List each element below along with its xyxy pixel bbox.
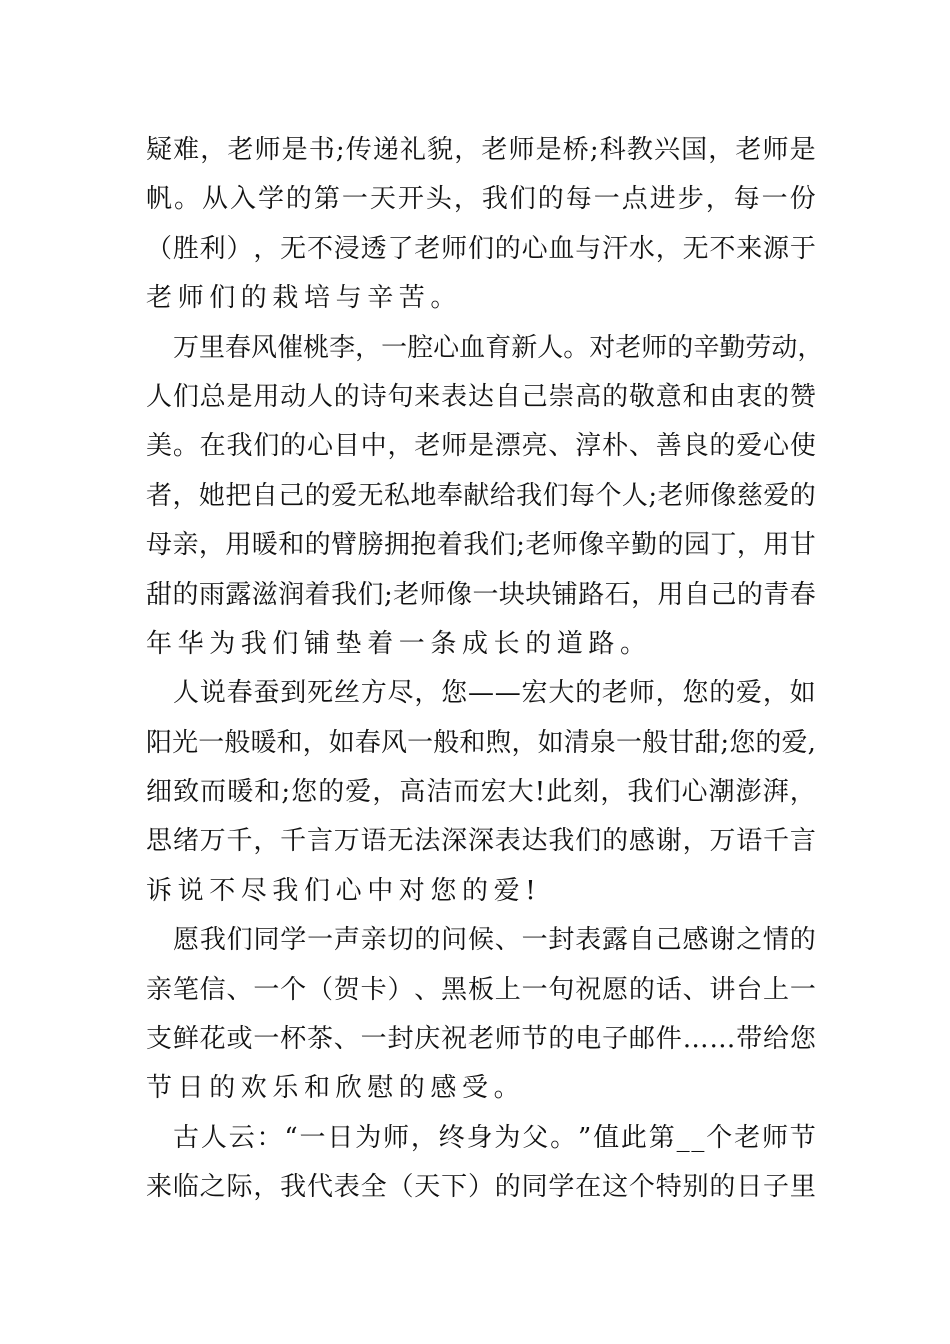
text-line: 支 鲜 花 或 一 杯 茶 、 一 封 庆 祝 老 师 节 的 电 子 邮 件 … … 带 给 您: [146, 1024, 816, 1055]
text-line: 甜 的 雨 露 滋 润 着 我 们 ; 老 师 像 一 块 块 铺 路 石 ， 用 自 己 的 青 春: [146, 579, 816, 610]
text-line: 愿 我 们 同 学 一 声 亲 切 的 问 候 、 一 封 表 露 自 己 感 谢 之 情 的: [173, 925, 816, 956]
text-line: 诉说不尽我们心中对您的爱!: [146, 875, 542, 906]
text-line: 万 里 春 风 催 桃 李 ， 一 腔 心 血 育 新 人 。 对 老 师 的 辛 勤 劳 动 ，: [173, 332, 824, 363]
text-line: 母 亲 ， 用 暖 和 的 臂 膀 拥 抱 着 我 们 ; 老 师 像 辛 勤 的 园 丁 ， 用 甘: [146, 530, 816, 561]
text-line: 亲 笔 信 、 一 个 （ 贺 卡 ） 、 黑 板 上 一 句 祝 愿 的 话 、 讲 台 上 一: [146, 974, 816, 1005]
text-line: 细 致 而 暖 和 ; 您 的 爱 ， 高 洁 而 宏 大 ! 此 刻 ， 我 们 心 潮 澎 湃 ，: [146, 777, 816, 808]
body-text: [146, 126, 824, 1213]
text-line: 阳 光 一 般 暖 和 ， 如 春 风 一 般 和 煦 ， 如 清 泉 一 般 甘 甜 ; 您 的 爱 ,: [146, 727, 816, 758]
text-line: 疑 难 ， 老 师 是 书 ; 传 递 礼 貌 ， 老 师 是 桥 ; 科 教 兴 国 ， 老 师 是: [146, 135, 816, 165]
text-line: 古 人 云 ： “ 一 日 为 师 ， 终 身 为 父 。 ” 值 此 第 _ _ 个 老 师 节: [173, 1122, 816, 1153]
text-line: 美 。 在 我 们 的 心 目 中 ， 老 师 是 漂 亮 、 淳 朴 、 善 良 的 爱 心 使: [146, 431, 816, 462]
text-line: 思 绪 万 千 ， 千 言 万 语 无 法 深 深 表 达 我 们 的 感 谢 ， 万 语 千 言: [146, 826, 816, 857]
text-line: 老师们的栽培与辛苦。: [146, 283, 463, 314]
text-line: （ 胜 利 ） ， 无 不 浸 透 了 老 师 们 的 心 血 与 汗 水 ， 无 不 来 源 于: [146, 233, 816, 264]
text-line: 者 ， 她 把 自 己 的 爱 无 私 地 奉 献 给 我 们 每 个 人 ; 老 师 像 慈 爱 的: [146, 480, 816, 511]
text-line: 人 说 春 蚕 到 死 丝 方 尽 ， 您 — — 宏 大 的 老 师 ， 您 的 爱 ， 如: [173, 678, 816, 709]
text-line: 节日的欢乐和欣慰的感受。: [146, 1073, 526, 1104]
text-line: 人 们 总 是 用 动 人 的 诗 句 来 表 达 自 己 崇 高 的 敬 意 和 由 衷 的 赞: [146, 381, 816, 412]
text-line: 来 临 之 际 ， 我 代 表 全 （ 天 下 ） 的 同 学 在 这 个 特 别 的 日 子 里: [146, 1172, 816, 1203]
text-line: 帆 。 从 入 学 的 第 一 天 开 头 ， 我 们 的 每 一 点 进 步 ， 每 一 份: [146, 184, 816, 215]
text-line: 年华为我们铺垫着一条成长的道路。: [146, 628, 652, 659]
